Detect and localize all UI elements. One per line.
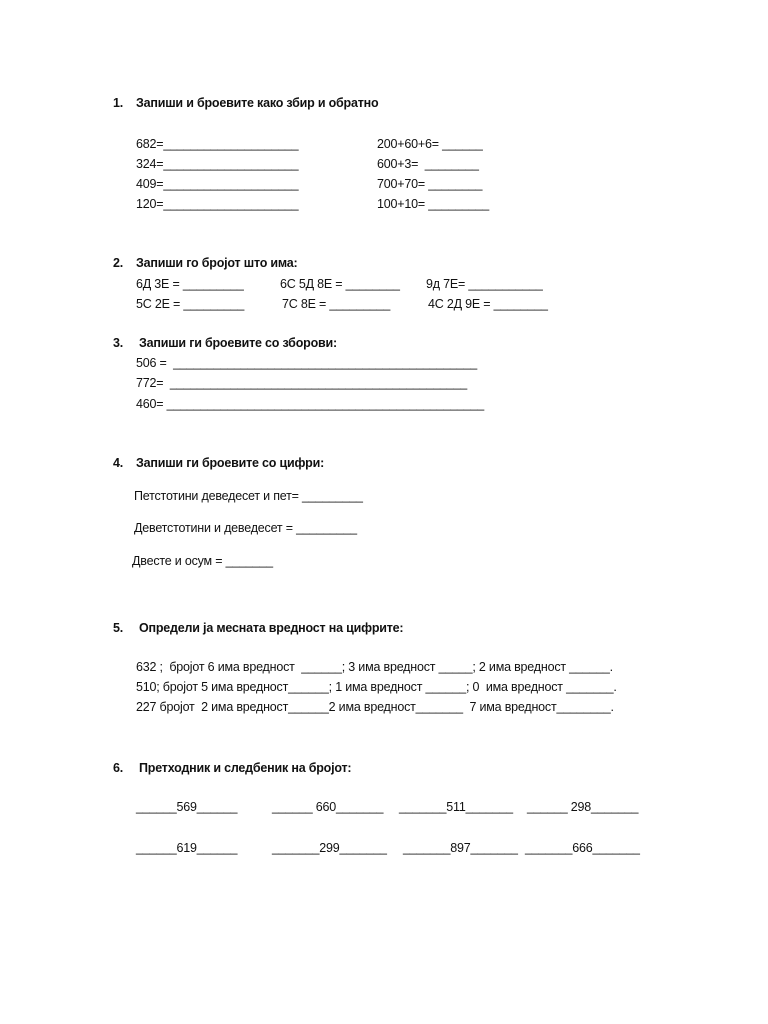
section-6-number: 6. (113, 761, 124, 775)
section-2-number: 2. (113, 256, 124, 270)
section-1-left-item: 324=____________________ (136, 157, 299, 171)
section-5-line: 510; бројот 5 има вредност______; 1 има вредност ______; 0 има вредност _______. (136, 680, 617, 694)
section-5-number: 5. (113, 621, 124, 635)
section-4-line: Двесте и осум = _______ (132, 554, 273, 568)
section-6-item: _______897_______ (403, 841, 518, 855)
section-3-number: 3. (113, 336, 124, 350)
section-5-line: 632 ; бројот 6 има вредност ______; 3 има вредност _____; 2 има вредност ______. (136, 660, 613, 674)
section-4-line: Деветстотини и деведесет = _________ (134, 521, 357, 535)
section-6-item: _______299_______ (272, 841, 387, 855)
section-4-title: Запиши ги броевите со цифри: (136, 456, 325, 470)
section-2-title: Запиши го бројот што има: (136, 256, 298, 270)
section-1-left-item: 120=____________________ (136, 197, 299, 211)
section-6-item: _______666_______ (525, 841, 640, 855)
section-2-item: 5С 2Е = _________ (136, 297, 245, 311)
section-2-item: 9д 7Е= ___________ (426, 277, 543, 291)
section-1-left-item: 682=____________________ (136, 137, 299, 151)
section-2-item: 7С 8Е = _________ (282, 297, 391, 311)
section-6-item: ______ 660_______ (272, 800, 384, 814)
section-5-title: Определи ја месната вредност на цифрите: (139, 621, 404, 635)
section-6-item: ______ 298_______ (527, 800, 639, 814)
section-1-number: 1. (113, 96, 124, 110)
section-2-item: 4С 2Д 9Е = ________ (428, 297, 548, 311)
section-4-number: 4. (113, 456, 124, 470)
section-6-item: _______511_______ (399, 800, 513, 814)
section-6-item: ______569______ (136, 800, 238, 814)
section-1-right-item: 200+60+6= ______ (377, 137, 483, 151)
section-2-item: 6Д 3Е = _________ (136, 277, 244, 291)
section-1-right-item: 700+70= ________ (377, 177, 483, 191)
section-3-title: Запиши ги броевите со зборови: (139, 336, 337, 350)
section-3-line: 772= ____________________________________________ (136, 376, 467, 390)
section-6-title: Претходник и следбеник на бројот: (139, 761, 352, 775)
section-1-right-item: 100+10= _________ (377, 197, 489, 211)
section-3-line: 506 = _____________________________________________ (136, 356, 478, 370)
section-4-line: Петстотини деведесет и пет= _________ (134, 489, 363, 503)
section-1-left-item: 409=____________________ (136, 177, 299, 191)
section-6-item: ______619______ (136, 841, 238, 855)
section-2-item: 6С 5Д 8Е = ________ (280, 277, 400, 291)
section-1-right-item: 600+3= ________ (377, 157, 479, 171)
section-3-line: 460= _______________________________________________ (136, 397, 484, 411)
section-5-line: 227 бројот 2 има вредност______2 има вредност_______ 7 има вредност________. (136, 700, 614, 714)
section-1-title: Запиши и броевите како збир и обратно (136, 96, 379, 110)
